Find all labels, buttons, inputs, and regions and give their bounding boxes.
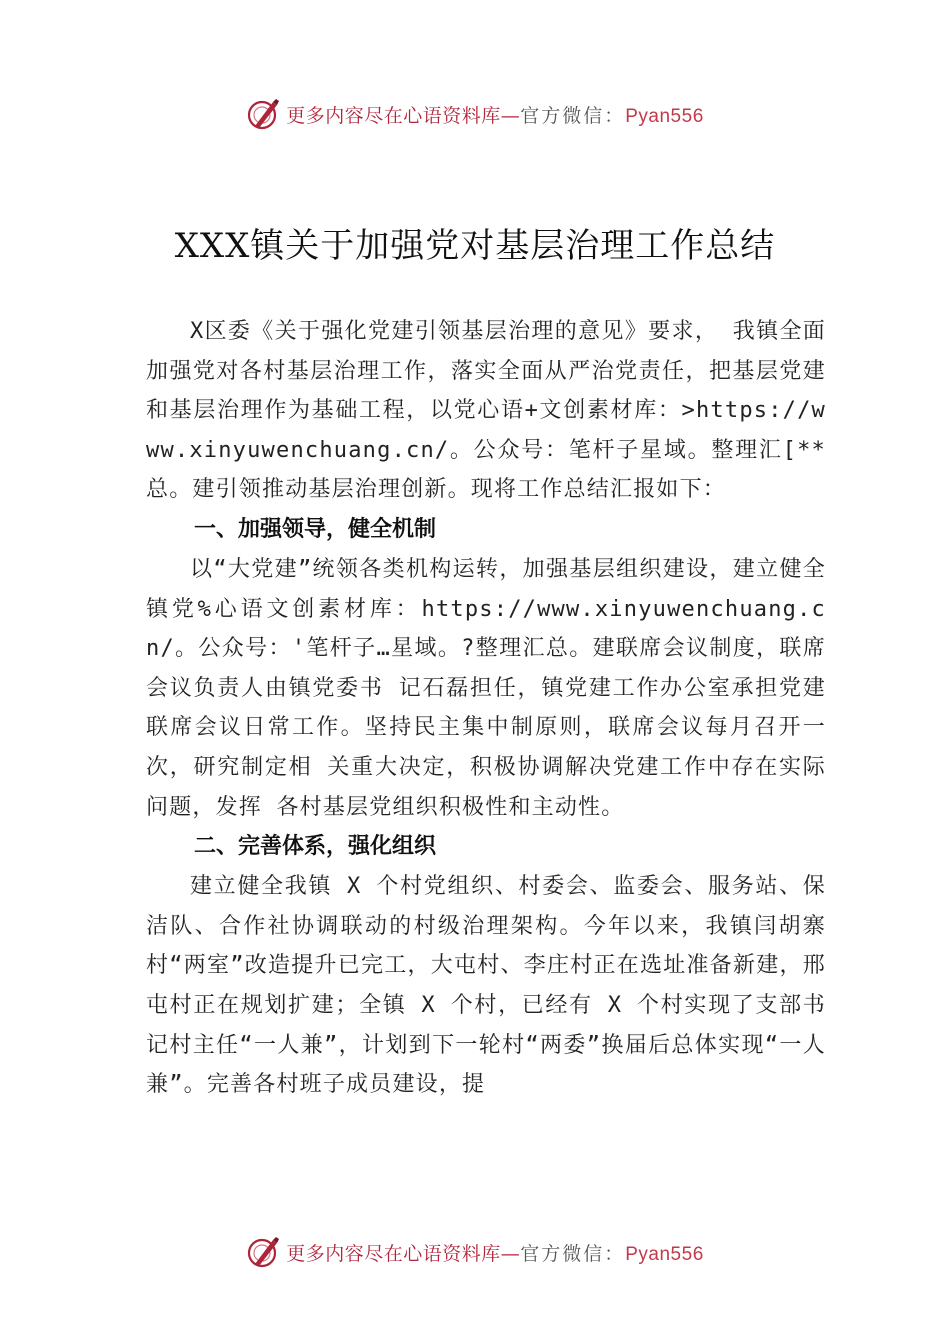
- banner-wechat-id: Pyan556: [625, 105, 704, 127]
- section-1-paragraph: 以“大党建”统领各类机构运转，加强基层组织建设，建立健全镇党%心语文创素材库：https://www.xinyuwenchuang.cn/。公众号：'笔杆子…星域。?整理汇总。建联席会议制度，联席会议负责人由镇党委书 记石磊担任，镇党建工作办公室承担党建联席会议日常工作。坚持民主集中制原则，联席会议每月召开一次，研究制定相 关重大决定，积极协调解决党建工作中存在实际问题，发挥 各村基层党组织积极性和主动性。: [146, 556, 826, 820]
- document-title: XXX镇关于加强党对基层治理工作总结: [174, 226, 776, 266]
- banner-wechat-label: 官方微信：: [520, 104, 626, 127]
- section-2-heading: 二、完善体系，强化组织: [194, 834, 437, 860]
- section-2-paragraph: 建立健全我镇 X 个村党组织、村委会、监委会、服务站、保洁队、合作社协调联动的村级治理架构。今年以来，我镇闫胡寨村“两室”改造提升已完工，大屯村、李庄村正在选址准备新建，邢屯村正在规划扩建；全镇 X 个村，已经有 X 个村实现了支部书记村主任“一人兼”，计划到下一轮村“两委”换届后总体实现“一人兼”。完善各村班子成员建设，提: [146, 874, 826, 1098]
- section-1-heading: 一、加强领导，健全机制: [194, 516, 437, 542]
- footer-banner-text: 更多内容尽在心语资料库: [286, 1242, 501, 1265]
- document-body: [146, 312, 826, 1105]
- footer-banner-wechat-id: Pyan556: [625, 1243, 704, 1265]
- pen-logo-icon: [246, 96, 282, 132]
- header-watermark-banner: [0, 92, 950, 136]
- footer-banner-separator: —: [500, 1242, 521, 1265]
- footer-banner-wechat-label: 官方微信：: [520, 1242, 626, 1265]
- pen-logo-icon: [246, 1234, 282, 1270]
- banner-separator: —: [500, 104, 521, 127]
- banner-text: 更多内容尽在心语资料库: [286, 104, 501, 127]
- intro-paragraph: X区委《关于强化党建引领基层治理的意见》要求， 我镇全面加强党对各村基层治理工作，落实全面从严治党责任，把基层党建和基层治理作为基础工程，以党心语+文创素材库：>https://www.xinyuwenchuang.cn/。公众号：笔杆子星域。整理汇[**总。建引领推动基层治理创新。现将工作总结汇报如下：: [146, 319, 826, 503]
- footer-watermark-banner: [0, 1230, 950, 1274]
